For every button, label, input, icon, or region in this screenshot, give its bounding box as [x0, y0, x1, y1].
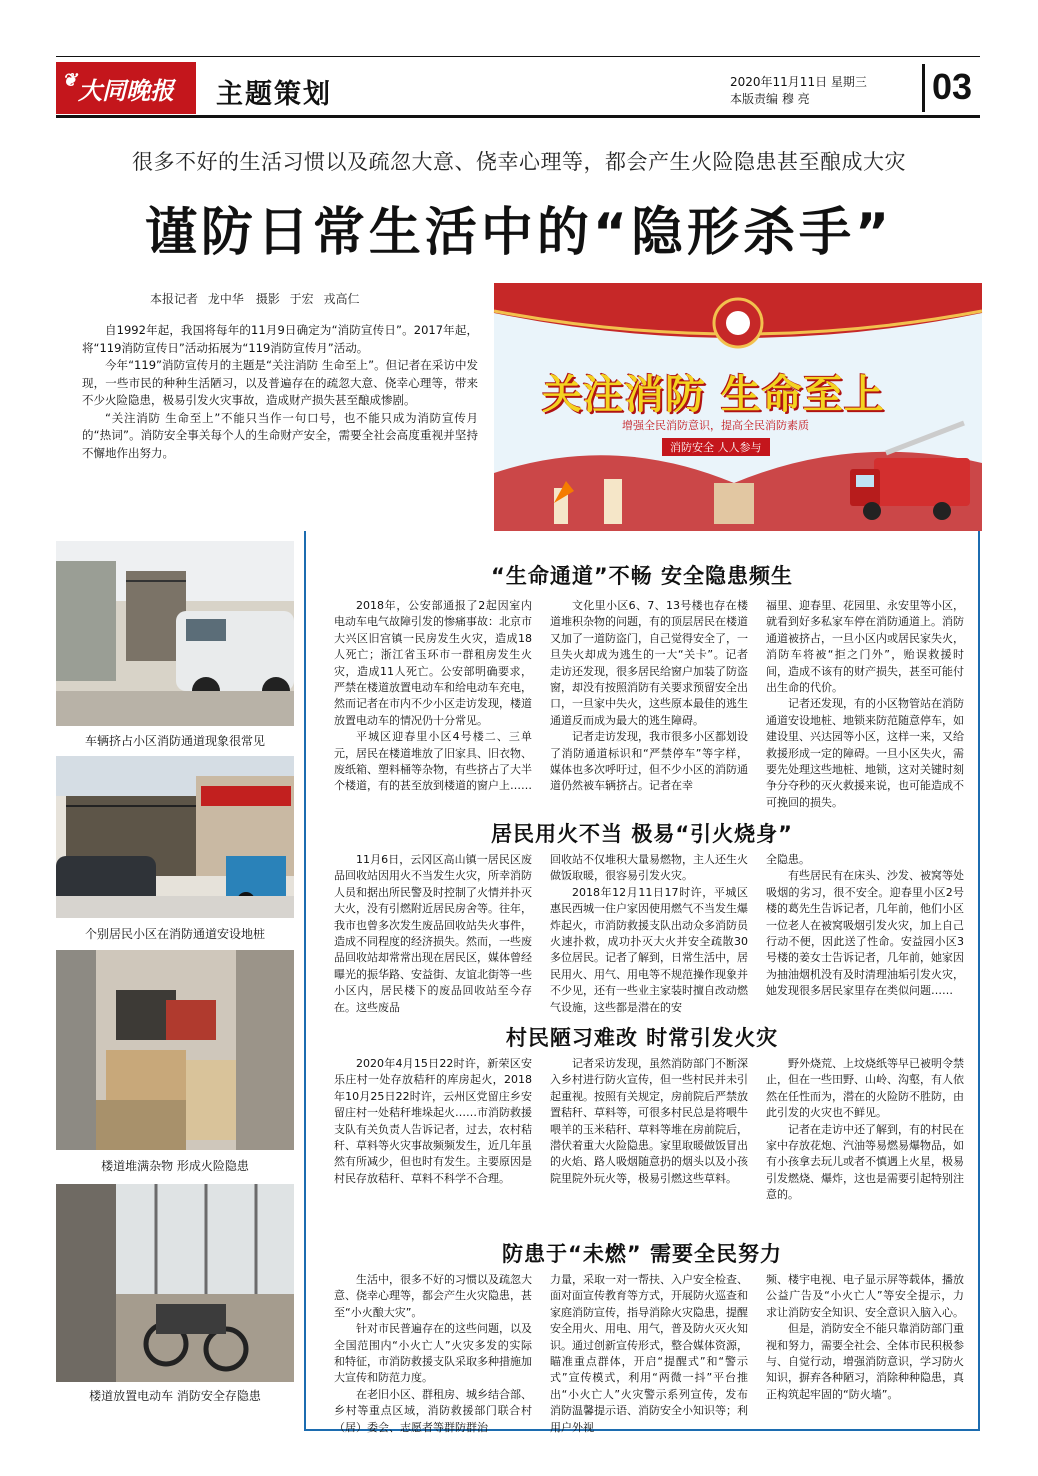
section-2-heading: 居民用火不当 极易“引火烧身” — [491, 822, 793, 846]
section-1-col-3 — [766, 598, 964, 816]
paragraph: 记者采访发现，虽然消防部门不断深入乡村进行防火宣传，但一些村民并未引起重视。按照有关规定，房前院后严禁放置秸秆、草料等，可很多村民总是将喂牛喂羊的玉米秸秆、草料等堆在房前院后，潜伏着重大火险隐患。家里取暖做饭冒出的火焰、路人吸烟随意扔的烟头以及小孩院里院外玩火等，极易引燃这些草料。 — [550, 1057, 748, 1185]
intro-paragraph: “关注消防 生命至上”不能只当作一句口号，也不能只成为消防宣传月的“热词”。消防安全事关每个人的生命财产安全，需要全社会高度重视并坚持不懈地作出努力。 — [82, 410, 478, 460]
paragraph: 记者走访发现，我市很多小区都划设了消防通道标识和“严禁停车”等字样，媒体也多次呼吁过，但不少小区的消防通道仍然被车辆挤占。记者在幸 — [550, 730, 748, 793]
main-headline: 谨防日常生活中的“隐形杀手” — [144, 203, 894, 263]
section-3-col-1 — [334, 1056, 532, 1206]
photo-ground-posts — [56, 756, 294, 918]
section-4-body — [334, 1272, 964, 1434]
caption-4: 楼道放置电动车 消防安全存隐患 — [89, 1389, 261, 1403]
section-1-col-2 — [550, 598, 748, 816]
paragraph: 野外烧荒、上坟烧纸等早已被明令禁止，但在一些田野、山岭、沟壑，有人依然在任性而为，潜在的火险防不胜防，由此引发的火灾也不鲜见。 — [766, 1057, 964, 1120]
section-3-col-2 — [550, 1056, 748, 1206]
paragraph: 2018年，公安部通报了2起因室内电动车电气故障引发的惨痛事故：北京市大兴区旧宫镇一民房发生火灾，造成18人死亡；浙江省玉环市一群租房发生火灾，造成11人死亡。公安部明确要求，严禁在楼道放置电动车和给电动车充电，然而记者在市内不少小区走访发现，楼道放置电动车的情况仍十分常见。 — [334, 599, 532, 727]
poster-subtitle: 增强全民消防意识，提高全民消防素质 — [622, 419, 809, 432]
paragraph: 回收站不仅堆积大量易燃物，主人还生火做饭取暖，很容易引发火灾。 — [550, 853, 748, 883]
section-1-col-1 — [334, 598, 532, 816]
section-1-heading: “生命通道”不畅 安全隐患频生 — [491, 564, 793, 588]
section-3-body — [334, 1056, 964, 1206]
paragraph: 2020年4月15日22时许，新荣区安乐庄村一处存放秸秆的库房起火，2018年10月25日22时许，云州区党留庄乡安留庄村一处秸秆堆垛起火……市消防救援支队有关负责人告诉记者，过去，农村秸秆、草料等火灾事故频频发生，近几年虽然有所减少，但也时有发生。主要原因是村民存放秸秆、草料不科学不合理。 — [334, 1057, 532, 1185]
logo-text: 大同晚报 — [78, 75, 174, 105]
paragraph: 全隐患。 — [766, 853, 810, 866]
paragraph: 频、楼宇电视、电子显示屏等载体，播放公益广告及“小火亡人”等安全提示，力求让消防安全知识、安全意识入脑入心。 — [766, 1273, 964, 1319]
intro-paragraph: 今年“119”消防宣传月的主题是“关注消防 生命至上”。但记者在采访中发现，一些市民的种种生活陋习，以及普遍存在的疏忽大意、侥幸心理等，带来不少火险隐患，极易引发火灾事故，造成财产损失甚至酿成惨剧。 — [82, 358, 478, 407]
paragraph: 福里、迎春里、花园里、永安里等小区，就看到好多私家车停在消防通道上。消防通道被挤占，一旦小区内或居民家失火，消防车将被“拒之门外”，贻误救援时间，造成不该有的财产损失，甚至可能付出生命的代价。 — [766, 599, 964, 695]
section-2-col-3 — [766, 852, 964, 1018]
newspaper-logo — [56, 62, 196, 114]
paragraph: 针对市民普遍存在的这些问题，以及全国范围内“小火亡人”火灾多发的实际和特征，市消防救援支队采取多种措施加大宣传和防范力度。 — [334, 1322, 532, 1385]
section-title: 主题策划 — [216, 79, 332, 110]
byline: 本报记者 龙中华 摄影 于宏 戎高仁 — [150, 292, 360, 306]
section-2-body — [334, 852, 964, 1018]
issue-date: 2020年11月11日 星期三 — [730, 75, 867, 89]
caption-3: 楼道堆满杂物 形成火险隐患 — [101, 1159, 249, 1173]
paragraph: 生活中，很多不好的习惯以及疏忽大意、侥幸心理等，都会产生火灾隐患，甚至“小火酿大灾”。 — [334, 1273, 532, 1319]
photo-cars-icon — [56, 541, 294, 726]
paragraph: 记者还发现，有的小区物管站在消防通道安设地桩、地锁来防范随意停车，如建设里、兴达园等小区，这样一来，又给救援形成一定的障碍。一旦小区失火，需要先处理这些地桩、地锁，这对关键时刻争分夺秒的灭火救援来说，也可能造成不可挽回的损失。 — [766, 697, 964, 809]
caption-2: 个别居民小区在消防通道安设地桩 — [84, 927, 265, 941]
page-number-divider — [922, 64, 925, 112]
page-number: 03 — [932, 66, 973, 107]
section-3-col-3 — [766, 1056, 964, 1206]
paragraph: 有些居民有在床头、沙发、被窝等处吸烟的劣习，很不安全。迎春里小区2号楼的葛先生告诉记者，几年前，他们小区一位老人在被窝吸烟引发火灾，加上自己行动不便，因此送了性命。安益园小区3号楼的姜女士告诉记者，几年前，她家因为抽油烟机没有及时清理油垢引发火灾，她发现很多居民家里存在类似问题…… — [766, 869, 964, 998]
paragraph: 平城区迎春里小区4号楼二、三单元，居民在楼道堆放了旧家具、旧衣物、废纸箱、塑料桶等杂物，有些挤占了大半个楼道，有的甚至放到楼道的窗户上…… — [334, 730, 532, 793]
masthead-top-rule — [56, 56, 980, 57]
section-3-heading: 村民陋习难改 时常引发火灾 — [505, 1026, 779, 1050]
photo-clutter-icon — [56, 950, 294, 1150]
logo-mark-icon: ❦ — [62, 70, 78, 91]
page-editor: 本版责编 穆 亮 — [730, 92, 810, 106]
photo-gate-icon — [56, 756, 294, 918]
caption-1: 车辆挤占小区消防通道现象很常见 — [84, 734, 265, 748]
photo-ebike-icon — [56, 1184, 294, 1382]
fire-safety-poster — [494, 283, 982, 531]
poster-title: 关注消防 生命至上 — [542, 372, 885, 418]
intro-text — [82, 322, 478, 462]
paragraph: 文化里小区6、7、13号楼也存在楼道堆积杂物的问题，有的顶层居民在楼道又加了一道防盗门，自己觉得安全了，一旦失火却成为逃生的一大“关卡”。记者走访还发现，很多居民给窗户加装了防盗窗，却没有按照消防有关要求预留安全出口，一旦家中失火，这些原本最佳的逃生通道反而成为最大的逃生障碍。 — [550, 599, 748, 727]
paragraph: 力量，采取一对一帮扶、入户安全检查、面对面宣传教育等方式，开展防火巡查和家庭消防宣传，指导消除火灾隐患，提醒安全用火、用电、用气，普及防火灭火知识。通过创新宣传形式，整合媒体资源，瞄准重点群体，开启“提醒式”和“警示式”宣传模式，利用“两微一抖”平台推出“小火亡人”火灾警示系列宣传，发布消防温馨提示语、消防安全小知识等；利用户外视 — [550, 1273, 748, 1434]
section-1-body — [334, 598, 964, 816]
section-4-col-1 — [334, 1272, 532, 1434]
section-4-col-2 — [550, 1272, 748, 1434]
section-2-col-1 — [334, 852, 532, 1018]
photo-stairwell-clutter — [56, 950, 294, 1150]
photo-cars-in-passage — [56, 541, 294, 726]
paragraph: 记者在走访中还了解到，有的村民在家中存放花炮、汽油等易燃易爆物品，如有小孩拿去玩儿或者不慎遇上火星，极易引发燃烧、爆炸，这也是需要引起特别注意的。 — [766, 1122, 964, 1202]
masthead-bottom-rule — [56, 115, 980, 118]
paragraph: 2018年12月11日17时许，平城区惠民西城一住户家因使用燃气不当发生爆炸起火，市消防救援支队出动众多消防员火速扑救，成功扑灭大火并安全疏散30多位居民。记者了解到，日常生活中，居民用火、用气、用电等不规范操作现象并不少见，还有一些业主家装时擅自改动燃气设施，这些都是潜在的安 — [550, 885, 748, 1014]
paragraph: 在老旧小区、群租房、城乡结合部、乡村等重点区域，消防救援部门联合村（居）委会、志愿者等群防群治 — [334, 1387, 532, 1434]
masthead — [56, 62, 980, 114]
paragraph: 11月6日，云冈区高山镇一居民区废品回收站因用火不当发生火灾，所幸消防人员和据出所民警及时控制了火情并扑灭大火，没有引燃附近居民房舍等。往年，我市也曾多次发生废品回收站失火事件，造成不同程度的经济损失。然而，一些废品回收站却常常出现在居民区，媒体曾经曝光的振华路、安益街、友谊北街等一些小区内，居民楼下的废品回收站至今存在。这些废品 — [334, 853, 532, 1014]
section-4-heading: 防患于“未燃” 需要全民努力 — [502, 1242, 782, 1266]
photo-ebikes-in-corridor — [56, 1184, 294, 1382]
issue-meta — [730, 74, 867, 108]
paragraph: 但是，消防安全不能只靠消防部门重视和努力，需要全社会、全体市民积极参与、自觉行动，增强消防意识，学习防火知识，摒弃各种陋习，消除种种隐患，真正构筑起牢固的“防火墙”。 — [766, 1322, 964, 1401]
poster-ribbon: 消防安全 人人参与 — [662, 438, 770, 456]
section-4-col-3 — [766, 1272, 964, 1422]
intro-paragraph: 自1992年起，我国将每年的11月9日确定为“消防宣传日”。2017年起，将“119消防宣传日”活动拓展为“119消防宣传月”活动。 — [82, 323, 478, 355]
deck-headline: 很多不好的生活习惯以及疏忽大意、侥幸心理等，都会产生火险隐患甚至酿成大灾 — [132, 150, 906, 174]
section-2-col-2 — [550, 852, 748, 1018]
